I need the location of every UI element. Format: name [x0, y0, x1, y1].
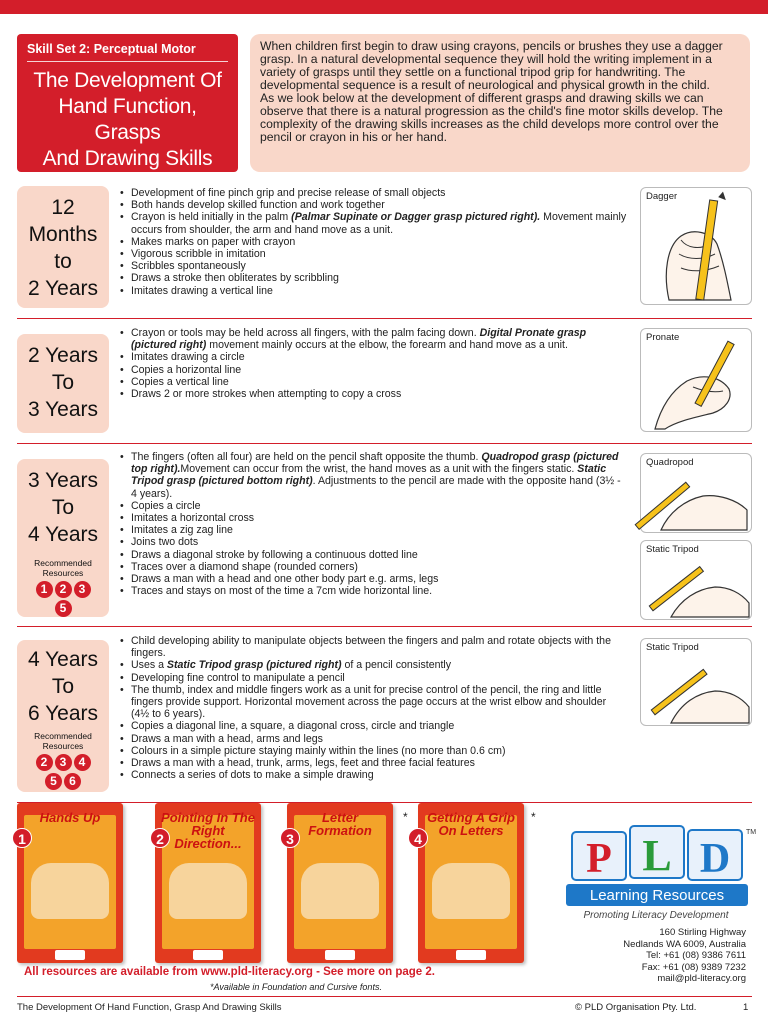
skill-item: • Imitates drawing a circle	[119, 351, 627, 363]
skill-item: • Imitates drawing a vertical line	[119, 285, 627, 297]
skill-item: • Traces over a diamond shape (rounded corners)	[119, 561, 627, 573]
skill-item: • Traces and stays on most of the time a 7cm wide horizontal line.	[119, 585, 627, 597]
skill-item: • The fingers (often all four) are held on the pencil shaft opposite the thumb. Quadropod grasp (pictured top right).Movement can occur from the wrist, the hand moves as a unit with the fingers static. Static Tripod grasp (pictured bottom right). Adjustments to the pencil are made with the opposite hand (3½ - 4 years).	[119, 451, 627, 500]
divider-2	[17, 443, 752, 444]
skill-item: • Scribbles spontaneously	[119, 260, 627, 272]
resource-badge: 3	[55, 754, 72, 771]
book-title: Letter Formation	[308, 810, 372, 838]
font-availability-asterisk: *	[403, 810, 408, 824]
skill-set-label: Skill Set 2: Perceptual Motor	[27, 42, 228, 62]
resource-badge: 2	[36, 754, 53, 771]
footer-copyright: © PLD Organisation Pty. Ltd.	[575, 1002, 697, 1013]
pld-letter-d: D	[699, 836, 731, 882]
hand-illustration-icon	[31, 863, 109, 919]
skill-item: • Draws a stroke then obliterates by scribbling	[119, 272, 627, 284]
skill-item: • Joins two dots	[119, 536, 627, 548]
skill-item: • Imitates a horizontal cross	[119, 512, 627, 524]
skill-item: • Crayon is held initially in the palm (Palmar Supinate or Dagger grasp pictured right). Movement mainly occurs from shoulder, the arm and hand move as a unit.	[119, 211, 627, 235]
intro-paragraph-2: As we look below at the development of different grasps and drawing skills we can observe that there is a natural progression as the child's fine motor skills develop. The complexity of the drawing skills increases as the child develops more control over the pencil or crayon in his or her hand.	[260, 91, 723, 144]
contact-email[interactable]: mail@pld-literacy.org	[657, 973, 746, 984]
skill-item: • The thumb, index and middle fingers work as a unit for precise control of the pencil, the ring and little fingers provide support. Horizontal movement across the page occurs at the wrist elbow and shoulder (4½ to 6 years).	[119, 684, 627, 721]
contact-address: 160 Stirling Highway Nedlands WA 6009, Australia Tel: +61 (08) 9386 7611 Fax: +61 (08) 9389 7232 mail@pld-literacy.org	[566, 927, 746, 985]
skill-item: • Draws a diagonal stroke by following a continuous dotted line	[119, 549, 627, 561]
quadropod-grasp-illustration: Quadropod	[640, 453, 752, 533]
pld-tagline: Promoting Literacy Development	[583, 910, 729, 921]
skill-item: • Draws 2 or more strokes when attempting to copy a cross	[119, 388, 627, 400]
static-tripod-grasp-illustration-2: Static Tripod	[640, 638, 752, 726]
skill-item: • Draws a man with a head and one other body part e.g. arms, legs	[119, 573, 627, 585]
book-number-badge: 3	[280, 828, 300, 848]
intro-panel	[250, 34, 750, 172]
divider-1	[17, 318, 752, 319]
font-availability-asterisk: *	[531, 810, 536, 824]
page-title: The Development Of Hand Function, Grasps And Drawing Skills	[33, 69, 222, 170]
pld-banner-text: Learning Resources	[589, 887, 725, 904]
footer-divider	[17, 996, 752, 997]
book-title: Pointing In The Right Direction...	[161, 810, 255, 851]
age-card-3y-4y: 3 Years To 4 Years Recommended Resources 1 2 3 5	[17, 459, 109, 617]
skill-item: • Child developing ability to manipulate objects between the fingers and palm and rotate objects with the fingers.	[119, 635, 627, 659]
stage-2-skills	[119, 327, 627, 400]
skill-item: • Colours in a simple picture staying mainly within the lines (no more than 0.6 cm)	[119, 745, 627, 757]
pronate-grasp-icon	[641, 329, 753, 433]
static-tripod-grasp-illustration: Static Tripod	[640, 540, 752, 620]
skill-item: • Connects a series of dots to make a simple drawing	[119, 769, 627, 781]
book-letter-formation[interactable]	[287, 803, 393, 963]
resource-badge: 5	[55, 600, 72, 617]
pld-mini-logo-icon	[55, 950, 85, 960]
skill-item: • Makes marks on paper with crayon	[119, 236, 627, 248]
resource-badge: 5	[45, 773, 62, 790]
age-card-4y-6y: 4 Years To 6 Years Recommended Resources 2 3 4 5 6	[17, 640, 109, 792]
title-card	[17, 34, 238, 172]
trademark-mark: TM	[746, 829, 757, 836]
skill-item: • Crayon or tools may be held across all fingers, with the palm facing down. Digital Pronate grasp (pictured right) movement mainly occurs at the elbow, the forearm and hand move as a unit.	[119, 327, 627, 351]
skill-item: • Copies a vertical line	[119, 376, 627, 388]
pld-letter-l: L	[642, 831, 672, 880]
resource-badge: 1	[36, 581, 53, 598]
book-number-badge: 4	[408, 828, 428, 848]
intro-paragraph-1: When children first begin to draw using crayons, pencils or brushes they use a dagger grasp. In a natural developmental sequence they will hold the writing implement in a variety of grasps until they settle on a functional tripod grip for handwriting. The developmental sequence is a result of neurological and physical growth in the child.	[260, 39, 723, 92]
skill-item: • Draws a man with a head, trunk, arms, legs, feet and three facial features	[119, 757, 627, 769]
age-card-12m-2y: 12 Months to 2 Years	[17, 186, 109, 308]
resource-badge: 2	[55, 581, 72, 598]
book-number-badge: 2	[150, 828, 170, 848]
top-red-bar	[0, 0, 768, 14]
pld-mini-logo-icon	[456, 950, 486, 960]
skill-item: • Copies a diagonal line, a square, a diagonal cross, circle and triangle	[119, 720, 627, 732]
skill-item: • Copies a horizontal line	[119, 364, 627, 376]
pld-letter-p: P	[586, 836, 612, 882]
skill-item: • Development of fine pinch grip and precise release of small objects	[119, 187, 627, 199]
resource-badges-4y-6y	[17, 754, 109, 790]
stage-1-skills	[119, 187, 627, 297]
book-title: Hands Up	[39, 810, 101, 825]
fonts-note: *Available in Foundation and Cursive fonts.	[210, 982, 382, 992]
hand-illustration-icon	[301, 863, 379, 919]
book-title: Getting A Grip On Letters	[427, 810, 515, 838]
skill-item: • Uses a Static Tripod grasp (pictured right) of a pencil consistently	[119, 659, 627, 671]
pld-mini-logo-icon	[325, 950, 355, 960]
skill-item: • Copies a circle	[119, 500, 627, 512]
dagger-grasp-illustration: Dagger	[640, 187, 752, 305]
recommended-resources-label: Recommended Resources	[34, 558, 92, 578]
page-number: 1	[743, 1002, 749, 1013]
skill-item: • Vigorous scribble in imitation	[119, 248, 627, 260]
hand-illustration-icon	[432, 863, 510, 919]
resources-link-text[interactable]: All resources are available from www.pld-literacy.org - See more on page 2.	[24, 966, 435, 978]
book-hands-up[interactable]	[17, 803, 123, 963]
skill-item: • Both hands develop skilled function and work together	[119, 199, 627, 211]
skill-item: • Developing fine control to manipulate a pencil	[119, 672, 627, 684]
divider-3	[17, 626, 752, 627]
pronate-grasp-illustration: Pronate	[640, 328, 752, 432]
recommended-resources-label: Recommended Resources	[34, 731, 92, 751]
footer-title: The Development Of Hand Function, Grasp And Drawing Skills	[17, 1002, 282, 1013]
resource-badge: 4	[74, 754, 91, 771]
book-pointing-right-direction[interactable]	[155, 803, 261, 963]
stage-4-skills	[119, 635, 627, 781]
resource-badges-3y-4y	[17, 581, 109, 617]
book-getting-a-grip[interactable]	[418, 803, 524, 963]
stage-3-skills	[119, 451, 627, 597]
pld-mini-logo-icon	[193, 950, 223, 960]
skill-item: • Draws a man with a head, arms and legs	[119, 733, 627, 745]
book-number-badge: 1	[12, 828, 32, 848]
pld-logo	[566, 822, 757, 910]
resource-badge: 6	[64, 773, 81, 790]
skill-item: • Imitates a zig zag line	[119, 524, 627, 536]
hand-illustration-icon	[169, 863, 247, 919]
resource-badge: 3	[74, 581, 91, 598]
dagger-grasp-icon	[641, 188, 753, 306]
age-card-2y-3y: 2 Years To 3 Years	[17, 334, 109, 433]
